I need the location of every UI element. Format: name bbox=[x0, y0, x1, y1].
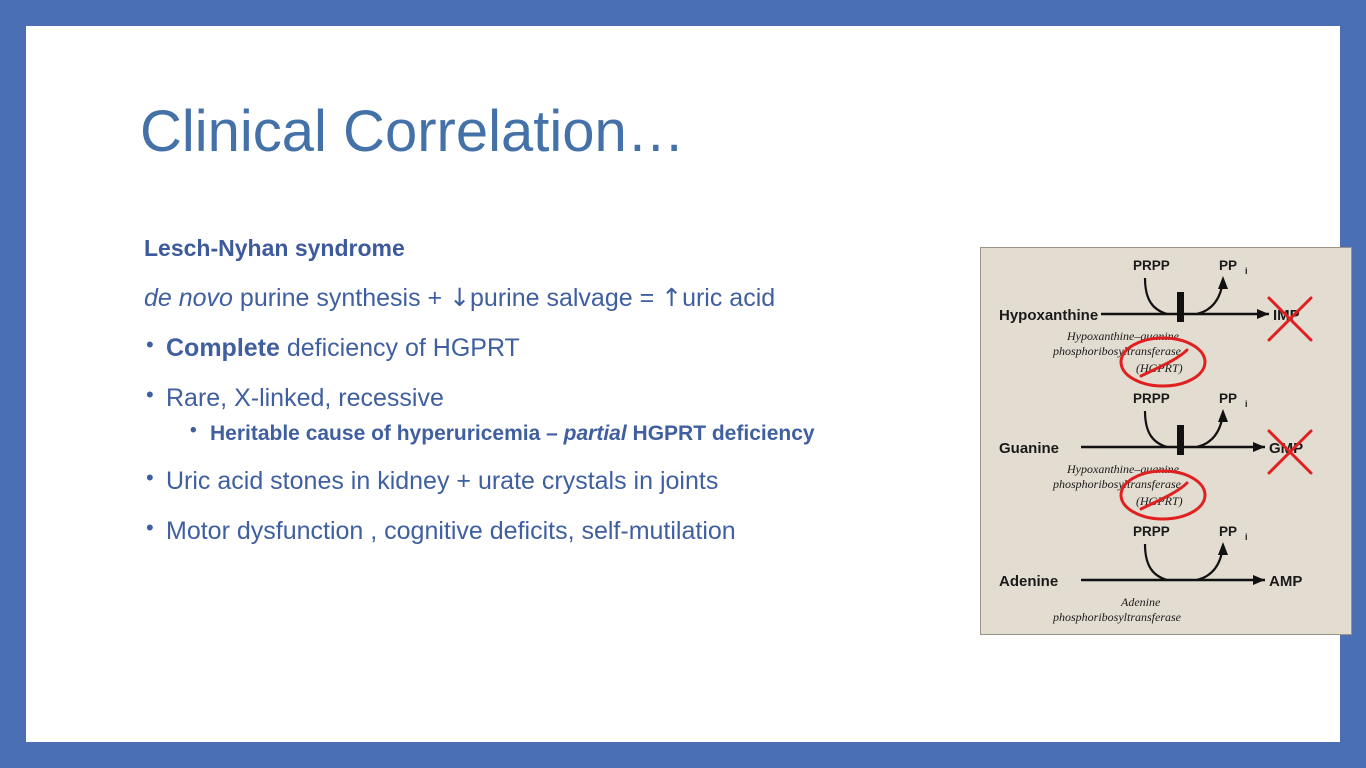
sub-bullet-emphasis: partial bbox=[563, 421, 627, 445]
figure-label-gmp: GMP bbox=[1269, 440, 1304, 457]
syndrome-name: Lesch-Nyhan syndrome bbox=[144, 235, 405, 261]
figure-label-guanine: Guanine bbox=[999, 440, 1060, 457]
bullet-emphasis: Complete bbox=[166, 333, 280, 362]
bullet-text: Motor dysfunction , cognitive deficits, self-mutilation bbox=[166, 516, 736, 545]
figure-label-prpp-2: PRPP bbox=[1133, 391, 1170, 406]
list-item bbox=[144, 466, 934, 496]
figure-enzyme-2-line1: Hypoxanthine–guanine bbox=[1067, 462, 1179, 476]
equation-text-1: purine synthesis + bbox=[232, 283, 450, 312]
figure-label-imp: IMP bbox=[1273, 307, 1300, 324]
sub-bullet-text-post: HGPRT deficiency bbox=[626, 421, 815, 445]
figure-label-hypoxanthine: Hypoxanthine bbox=[999, 307, 1099, 324]
figure-enzyme-2-line2: phosphoribosyltransferase bbox=[1053, 477, 1182, 491]
figure-label-ppi-3-sub: i bbox=[1245, 532, 1248, 542]
figure-label-ppi-2-sub: i bbox=[1245, 399, 1248, 409]
list-item bbox=[144, 516, 934, 546]
figure-label-prpp-3: PRPP bbox=[1133, 524, 1170, 539]
slide-body bbox=[144, 234, 934, 566]
figure-label-amp: AMP bbox=[1269, 573, 1303, 590]
list-item bbox=[144, 383, 934, 446]
sub-bullet-list bbox=[166, 421, 934, 446]
figure-enzyme-3-line1: Adenine bbox=[1121, 595, 1161, 609]
equation-italic: de novo bbox=[144, 283, 233, 312]
figure-enzyme-3-line2: phosphoribosyltransferase bbox=[1053, 610, 1182, 624]
bullet-list bbox=[144, 333, 934, 546]
bullet-text: Uric acid stones in kidney + urate crystals in joints bbox=[166, 466, 719, 495]
slide-canvas bbox=[26, 26, 1340, 742]
up-arrow-icon: ↑ bbox=[661, 282, 683, 312]
page-title: Clinical Correlation… bbox=[140, 99, 685, 164]
figure-label-ppi-3: PP bbox=[1219, 524, 1238, 539]
bullet-text: deficiency of HGPRT bbox=[279, 333, 520, 362]
sub-bullet-text-pre: Heritable cause of hyperuricemia – bbox=[210, 421, 564, 445]
figure-label-ppi-1-sub: i bbox=[1245, 266, 1248, 276]
list-item bbox=[144, 333, 934, 363]
figure-enzyme-1-line1: Hypoxanthine–guanine bbox=[1067, 329, 1179, 343]
figure-enzyme-1-line2: phosphoribosyltransferase bbox=[1053, 344, 1182, 358]
figure-label-ppi-1: PP bbox=[1219, 258, 1238, 273]
figure-label-adenine: Adenine bbox=[999, 573, 1059, 590]
purine-salvage-pathway-figure bbox=[980, 247, 1352, 635]
bullet-text: Rare, X-linked, recessive bbox=[166, 383, 444, 412]
list-item bbox=[190, 421, 934, 446]
figure-label-prpp-1: PRPP bbox=[1133, 258, 1170, 273]
equation-text-2: purine salvage = bbox=[470, 283, 662, 312]
equation-text-3: uric acid bbox=[682, 283, 776, 312]
figure-label-ppi-2: PP bbox=[1219, 391, 1238, 406]
pathway-diagram-svg bbox=[981, 248, 1351, 634]
figure-enzyme-2-abbrev: (HGPRT) bbox=[1136, 494, 1183, 508]
down-arrow-icon: ↓ bbox=[449, 282, 471, 312]
summary-equation bbox=[144, 283, 934, 313]
figure-enzyme-1-abbrev: (HGPRT) bbox=[1136, 361, 1183, 375]
